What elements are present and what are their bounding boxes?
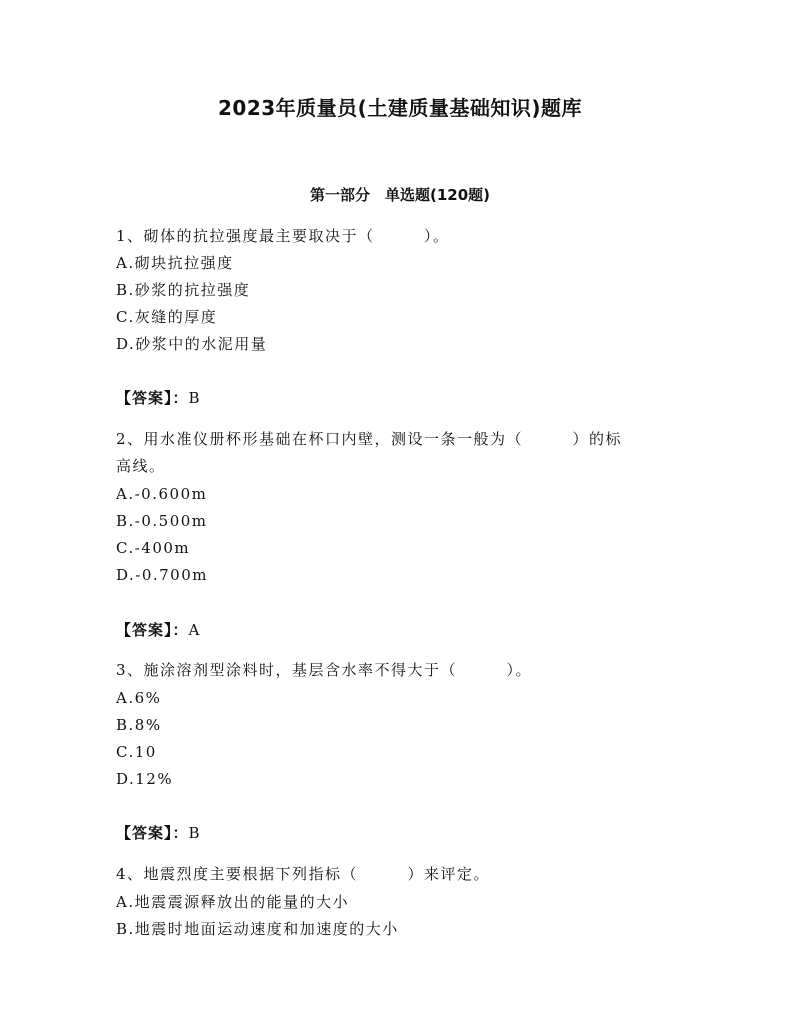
question-3-stem: 3、施涂溶剂型涂料时，基层含水率不得大于（ ）。 (116, 661, 533, 679)
document-title: 2023年质量员(土建质量基础知识)题库 (218, 96, 582, 120)
answer-label: 【答案】： (116, 621, 189, 639)
question-1-answer (116, 388, 201, 408)
question-3-option-b: B.8% (116, 716, 162, 734)
answer-value: A (188, 621, 201, 639)
question-2-option-c: C.-400m (116, 539, 191, 557)
question-1-option-d: D.砂浆中的水泥用量 (116, 335, 268, 353)
question-2-answer (116, 620, 200, 640)
question-3-answer (116, 823, 201, 843)
question-3-option-a: A.6% (116, 689, 162, 707)
question-2-stem: 2、用水准仪册杯形基础在杯口内壁，测设一条一般为（ ）的标 (116, 430, 623, 448)
question-4-option-b: B.地震时地面运动速度和加速度的大小 (116, 920, 399, 938)
answer-value: B (188, 389, 201, 407)
question-2-stem-continued: 高线。 (116, 457, 166, 475)
question-1-stem: 1、砌体的抗拉强度最主要取决于（ ）。 (116, 227, 450, 245)
section-heading: 第一部分 单选题(120题) (309, 186, 491, 204)
answer-value: B (188, 824, 201, 842)
question-3-option-c: C.10 (116, 743, 157, 761)
question-4-stem: 4、地震烈度主要根据下列指标（ ）来评定。 (116, 865, 491, 883)
question-1-option-a: A.砌块抗拉强度 (116, 254, 234, 272)
question-2-option-a: A.-0.600m (116, 485, 208, 503)
question-1-option-b: B.砂浆的抗拉强度 (116, 281, 251, 299)
question-2-option-d: D.-0.700m (116, 566, 208, 584)
answer-label: 【答案】： (116, 389, 189, 407)
question-2-option-b: B.-0.500m (116, 512, 208, 530)
question-3-option-d: D.12% (116, 770, 174, 788)
question-1-option-c: C.灰缝的厚度 (116, 308, 218, 326)
question-4-option-a: A.地震震源释放出的能量的大小 (116, 893, 350, 911)
answer-label: 【答案】： (116, 824, 189, 842)
